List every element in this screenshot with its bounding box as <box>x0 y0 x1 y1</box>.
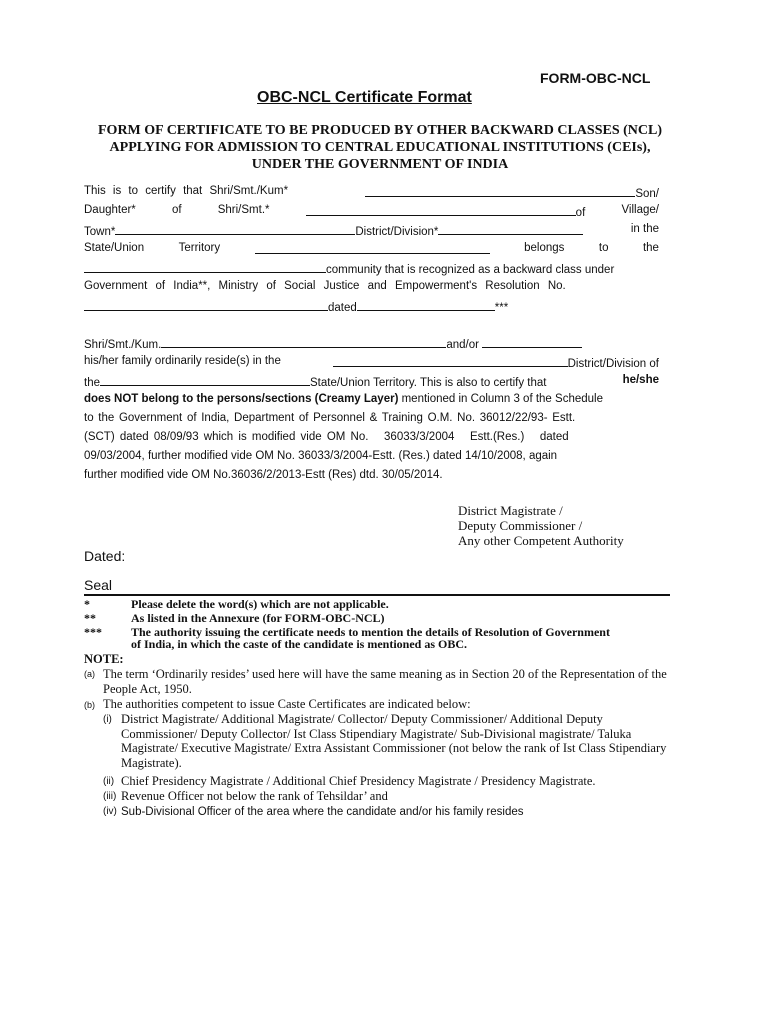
para1-text: the <box>642 242 659 254</box>
para2-text: his/her family ordinarily reside(s) in the <box>84 355 281 367</box>
resolution-no-blank[interactable] <box>84 299 328 311</box>
para1-text: of <box>575 207 586 219</box>
resolution-date-blank[interactable] <box>357 299 495 311</box>
para2-text: District/Division of <box>567 358 659 370</box>
para1-text: belongs <box>524 242 565 254</box>
andor-blank[interactable] <box>482 336 582 348</box>
para1-line6 <box>84 280 659 292</box>
para2-line8 <box>84 469 443 481</box>
para1-text: District/Division* <box>355 226 439 238</box>
para2-line2 <box>84 355 659 370</box>
para2-text: further modified vide OM No.36036/2/2013-Estt (Res) dtd. 30/05/2014. <box>84 469 443 481</box>
para1-line2 <box>84 204 659 219</box>
para1-text: Village/ <box>621 204 659 216</box>
authority-mark: (i) <box>103 714 112 725</box>
name-blank[interactable] <box>365 185 659 200</box>
para2-text: 09/03/2004, further modified vide OM No. 36033/3/2004-Estt. (Res.) dated 14/10/2008, again <box>84 450 558 462</box>
para1-text: Daughter* <box>84 204 136 216</box>
para2-text: Shri/Smt./Kum. <box>84 339 162 351</box>
signatory-line: Deputy Commissioner / <box>458 518 583 533</box>
para1-text: Son/ <box>635 188 659 200</box>
signatory-line: District Magistrate / <box>458 503 563 518</box>
authority-text: Sub-Divisional Officer of the area where the candidate and/or his family resides <box>121 806 524 818</box>
para1-line4 <box>84 242 659 254</box>
para2-line3 <box>84 374 659 389</box>
para2-text: and/or <box>446 339 479 351</box>
para1-text: in the <box>630 223 659 235</box>
footnote-mark: *** <box>84 625 102 639</box>
para1-text: Town* <box>84 226 116 238</box>
note-mark: (b) <box>84 700 95 710</box>
signatory-block <box>458 503 624 548</box>
town-blank[interactable] <box>84 223 583 238</box>
note-text: The term ‘Ordinarily resides’ used here will have the same meaning as in Section 20 of the Representation of the People Act, 1950. <box>103 667 667 696</box>
signatory-line: Any other Competent Authority <box>458 533 624 548</box>
authority-text: District Magistrate/ Additional Magistrate/ Collector/ Deputy Commissioner/ Additional Deputy Commissioner/ Deputy Collector/ Ist Class Stipendiary Magistrate/ Sub-Divisional magistrate/ Taluka Magistrate/ Executive Magistrate/ Extra Assistant Commissioner (not below the rank of Ist Class Stipendiary Magistrate). <box>121 712 667 770</box>
para2-text: (SCT) dated 08/09/93 which is modified vide OM No. 36033/3/2004 Estt.(Res.) dated <box>84 431 569 443</box>
para1-text: to <box>598 242 609 254</box>
para1-line1 <box>84 185 659 200</box>
father-name-blank[interactable] <box>306 204 586 219</box>
para1-text: community that is recognized as a backward class under <box>326 264 615 276</box>
para2-text: the <box>84 377 100 389</box>
para1-text: Shri/Smt.* <box>217 204 270 216</box>
note-mark: (a) <box>84 669 95 679</box>
para1-line5 <box>84 261 614 276</box>
para2-text: he/she <box>622 374 659 386</box>
para2-text: State/Union Territory. This is also to certify that <box>310 377 547 389</box>
divider <box>84 594 670 596</box>
para2-text: does NOT belong to the persons/sections (Creamy Layer) <box>84 393 399 405</box>
community-blank[interactable] <box>84 261 326 273</box>
para2-text: mentioned in Column 3 of the Schedule <box>398 393 603 405</box>
para2-text: to the Government of India, Department of Personnel & Training O.M. No. 36012/22/93- Estt. <box>84 412 576 424</box>
form-heading: FORM OF CERTIFICATE TO BE PRODUCED BY OTHER BACKWARD CLASSES (NCL) APPLYING FOR ADMISSION TO CENTRAL EDUCATIONAL INSTITUTIONS (CEIs), UNDER THE GOVERNMENT OF INDIA <box>98 123 662 172</box>
authority-mark: (ii) <box>103 776 115 787</box>
authority-mark: (iii) <box>103 791 117 802</box>
para1-line7 <box>84 299 508 314</box>
para1-text: This is to certify that Shri/Smt./Kum* <box>84 185 289 197</box>
state2-blank[interactable] <box>84 374 547 389</box>
footnote-mark: * <box>84 597 90 611</box>
para1-text: dated <box>328 302 357 314</box>
para2-line6 <box>84 431 659 443</box>
note-text: The authorities competent to issue Caste Certificates are indicated below: <box>103 697 471 711</box>
para1-text: *** <box>494 302 509 314</box>
footnote-text: As listed in the Annexure (for FORM-OBC-NCL) <box>131 611 385 625</box>
state-blank[interactable] <box>255 242 490 254</box>
para2-line7 <box>84 450 659 462</box>
footnote-text: Please delete the word(s) which are not applicable. <box>131 597 389 611</box>
dated-label: Dated: <box>84 548 126 564</box>
form-code: FORM-OBC-NCL <box>540 70 651 86</box>
note-heading: NOTE: <box>84 652 124 666</box>
page-title: OBC-NCL Certificate Format <box>257 89 472 106</box>
authority-text: Revenue Officer not below the rank of Tehsildar’ and <box>121 789 388 803</box>
para1-line3 <box>84 223 659 238</box>
footnote-mark: ** <box>84 611 96 625</box>
authority-mark: (iv) <box>103 806 117 817</box>
para2-line5 <box>84 412 659 424</box>
authority-text: Chief Presidency Magistrate / Additional Chief Presidency Magistrate / Presidency Magistrate. <box>121 774 596 788</box>
footnote-text: The authority issuing the certificate needs to mention the details of Resolution of Government of India, in which the caste of the candidate is mentioned as OBC. <box>131 625 610 651</box>
seal-label: Seal <box>84 577 113 593</box>
para1-text: State/Union <box>84 242 145 254</box>
para1-text: Government of India**, Ministry of Social Justice and Empowerment's Resolution No. <box>84 280 566 292</box>
district-blank[interactable] <box>333 355 659 370</box>
name2-blank[interactable] <box>161 336 446 348</box>
para1-text: of <box>171 204 182 216</box>
para2-line4 <box>84 393 603 405</box>
para1-text: Territory <box>178 242 221 254</box>
para2-line1 <box>84 336 582 351</box>
